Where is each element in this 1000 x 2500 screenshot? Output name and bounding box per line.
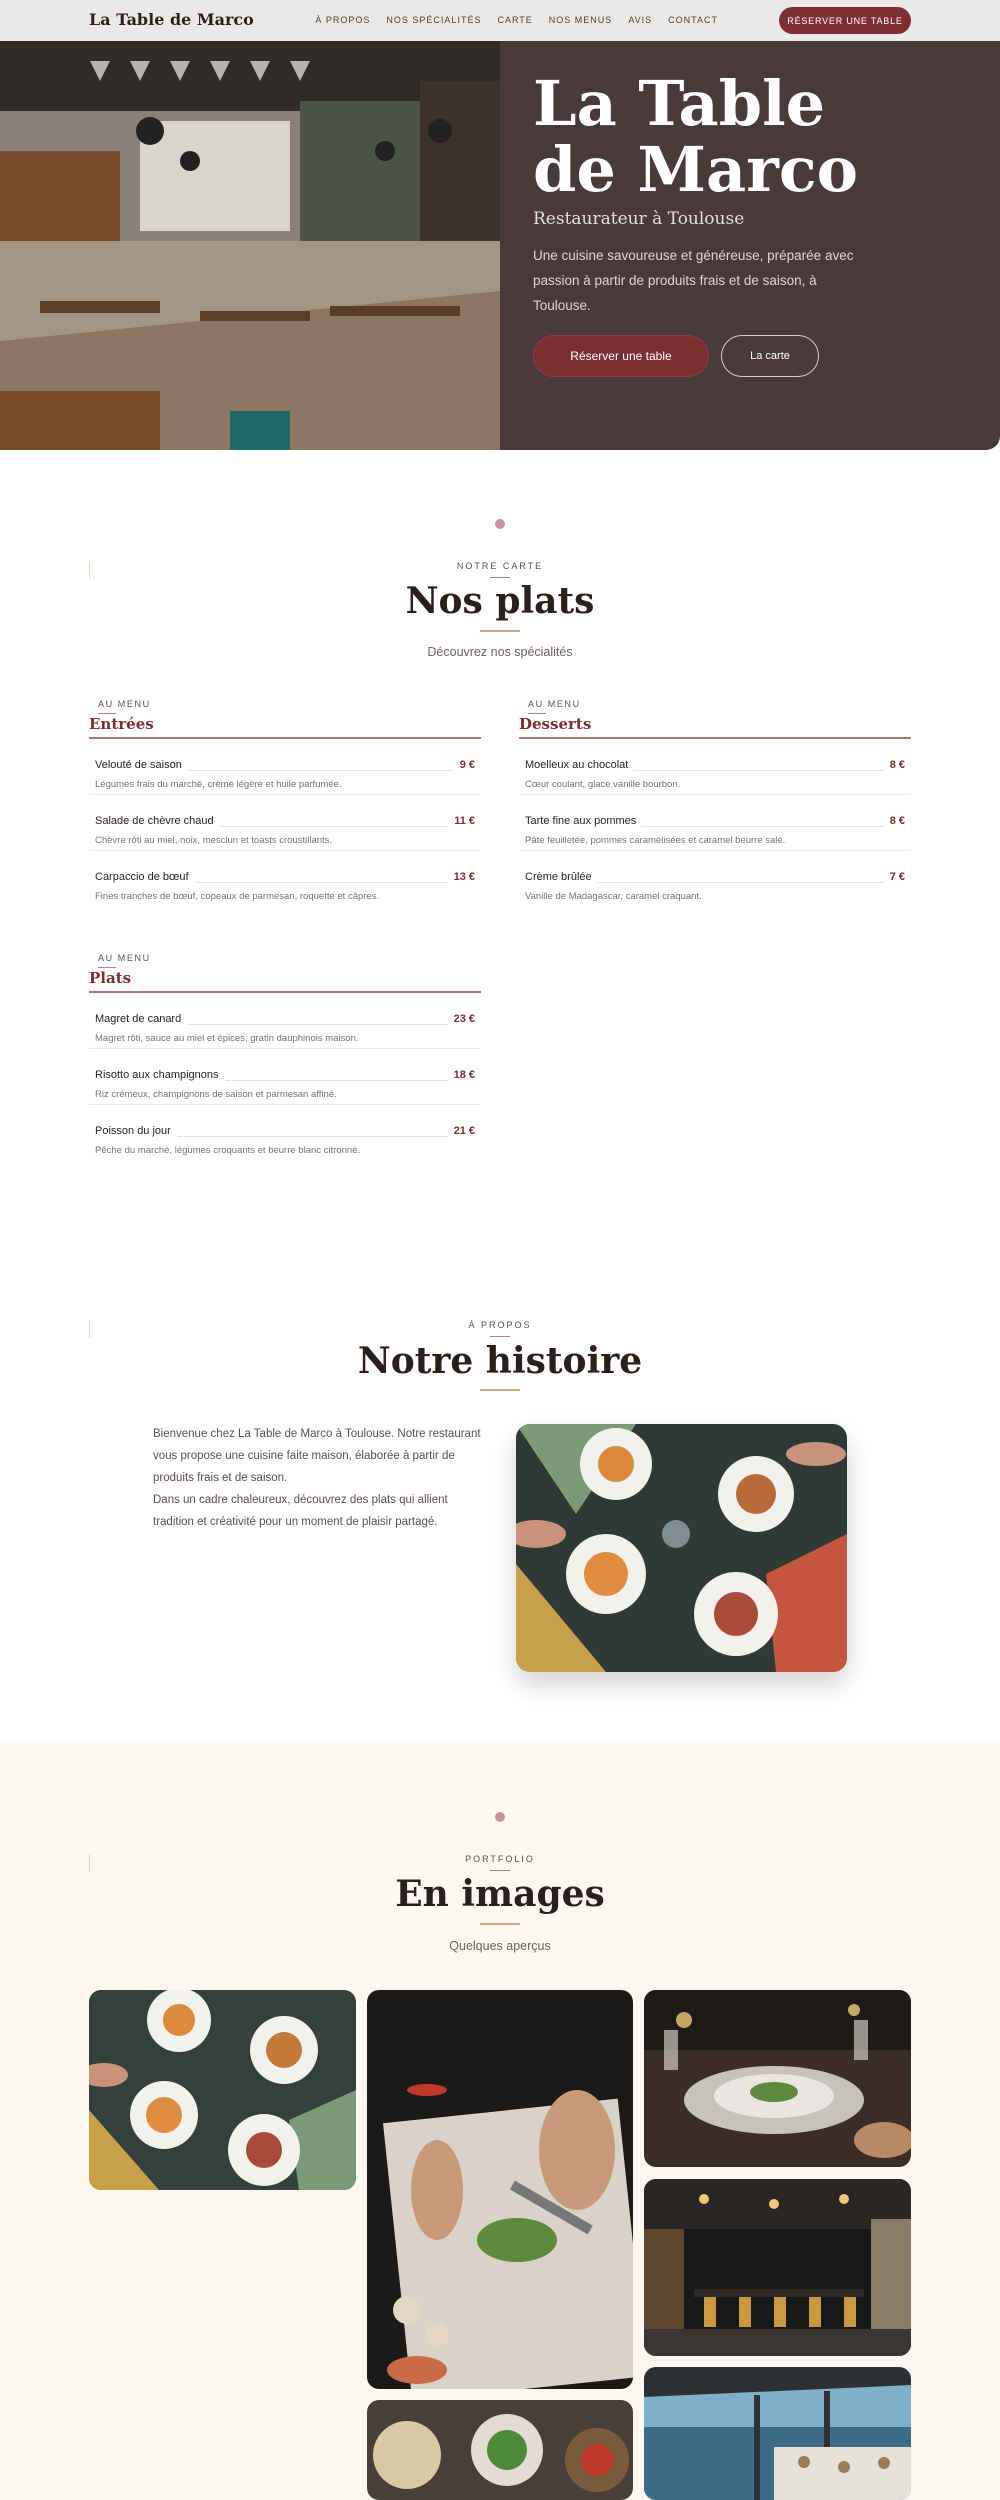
category-title: Plats xyxy=(89,969,132,987)
about-title: Notre histoire xyxy=(357,1340,643,1382)
menu-item-description: Cœur coulant, glace vanille bourbon. xyxy=(525,779,681,790)
menu-item xyxy=(89,739,481,795)
nav-link-contact[interactable]: CONTACT xyxy=(668,15,718,25)
category-eyebrow-line xyxy=(528,713,546,714)
eyebrow-underline xyxy=(490,1870,510,1871)
menu-item xyxy=(89,1049,481,1105)
menu-item xyxy=(89,795,481,851)
menu-item-description: Légumes frais du marché, crème légère et huile parfumée. xyxy=(95,779,342,790)
menu-link-button[interactable]: La carte xyxy=(721,335,819,377)
menu-item-description: Riz crémeux, champignons de saison et parmesan affiné. xyxy=(95,1089,337,1100)
portfolio-subtitle: Quelques aperçus xyxy=(449,1939,551,1953)
menu-item-price: 18 € xyxy=(448,1069,475,1081)
menu-category-desserts xyxy=(519,699,911,907)
section-dot xyxy=(495,1812,505,1822)
category-eyebrow: AU MENU xyxy=(528,699,581,709)
menu-item-description: Pêche du marché, légumes croquants et beurre blanc citronné. xyxy=(95,1145,361,1156)
restaurant-interior-photo xyxy=(0,41,500,450)
nav-link-menu[interactable]: CARTE xyxy=(497,15,533,25)
menu-category-mains xyxy=(89,953,481,1161)
gallery-image-dining-room[interactable] xyxy=(644,2179,911,2356)
menu-item-name: Poisson du jour xyxy=(95,1125,177,1137)
gallery-image-plated-dish[interactable] xyxy=(644,1990,911,2167)
about-text xyxy=(153,1423,483,1533)
category-eyebrow-line xyxy=(98,967,116,968)
menu-item-name: Velouté de saison xyxy=(95,759,188,771)
title-underline xyxy=(480,1389,520,1391)
gallery-image-chef-cutting[interactable] xyxy=(367,1990,633,2389)
menu-item-description: Vanille de Madagascar, caramel craquant. xyxy=(525,891,702,902)
menu-item xyxy=(89,1105,481,1161)
portfolio-title: En images xyxy=(395,1873,605,1915)
menu-item-name: Moelleux au chocolat xyxy=(525,759,634,771)
gallery-image-terrace[interactable] xyxy=(644,2367,911,2500)
reserve-table-button[interactable]: Réserver une table xyxy=(533,335,709,377)
menu-item-price: 23 € xyxy=(448,1013,475,1025)
menu-item-name: Carpaccio de bœuf xyxy=(95,871,195,883)
hero-section xyxy=(0,41,1000,450)
menu-item xyxy=(519,795,911,851)
menu-item-name: Salade de chèvre chaud xyxy=(95,815,220,827)
menu-eyebrow: NOTRE CARTE xyxy=(456,561,544,571)
gallery-image-shared-plates[interactable] xyxy=(89,1990,356,2190)
about-paragraph-1: Bienvenue chez La Table de Marco à Toulouse. Notre restaurant vous propose une cuisine faite maison, élaborée à partir de produits frais et de saison. xyxy=(153,1428,481,1484)
nav-link-reviews[interactable]: AVIS xyxy=(628,15,653,25)
dining-table-photo xyxy=(516,1424,847,1672)
category-eyebrow-line xyxy=(98,713,116,714)
nav-link-set-menus[interactable]: NOS MENUS xyxy=(548,15,613,25)
nav-link-specialties[interactable]: NOS SPÉCIALITÉS xyxy=(386,15,482,25)
menu-item-price: 21 € xyxy=(448,1125,475,1137)
title-underline xyxy=(480,1923,520,1925)
menu-item-name: Risotto aux champignons xyxy=(95,1069,225,1081)
top-navigation xyxy=(0,0,1000,41)
menu-item-name: Crème brûlée xyxy=(525,871,598,883)
hero-title-line-1: La Table xyxy=(533,67,826,140)
eyebrow-underline xyxy=(490,577,510,578)
reserve-table-nav-button[interactable]: RÉSERVER UNE TABLE xyxy=(779,7,911,34)
menu-item-name: Magret de canard xyxy=(95,1013,187,1025)
portfolio-eyebrow: PORTFOLIO xyxy=(465,1854,535,1864)
menu-item-price: 8 € xyxy=(884,759,905,771)
menu-item xyxy=(519,739,911,795)
gallery-image-assorted-dishes[interactable] xyxy=(367,2400,633,2500)
menu-item-price: 13 € xyxy=(448,871,475,883)
menu-subtitle: Découvrez nos spécialités xyxy=(427,645,573,659)
about-paragraph-2: Dans un cadre chaleureux, découvrez des plats qui allient tradition et créativité pour un moment de plaisir partagé. xyxy=(153,1494,448,1528)
menu-item-price: 7 € xyxy=(884,871,905,883)
menu-item-description: Fines tranches de bœuf, copeaux de parmesan, roquette et câpres. xyxy=(95,891,380,902)
category-title: Entrées xyxy=(89,715,154,733)
title-underline xyxy=(480,630,520,632)
menu-item-description: Magret rôti, sauce au miel et épices, gratin dauphinois maison. xyxy=(95,1033,359,1044)
about-eyebrow: À PROPOS xyxy=(468,1320,532,1330)
menu-item-price: 11 € xyxy=(448,815,475,827)
menu-item-price: 9 € xyxy=(454,759,475,771)
brand-logo[interactable]: La Table de Marco xyxy=(89,10,254,29)
hero-subtitle: Restaurateur à Toulouse xyxy=(533,209,745,229)
menu-item xyxy=(519,851,911,907)
hero-title xyxy=(533,67,953,206)
nav-link-about[interactable]: À PROPOS xyxy=(315,15,371,25)
section-dot xyxy=(495,519,505,529)
menu-title: Nos plats xyxy=(405,580,595,622)
menu-item-name: Tarte fine aux pommes xyxy=(525,815,642,827)
menu-item xyxy=(89,993,481,1049)
hero-description: Une cuisine savoureuse et généreuse, préparée avec passion à partir de produits frais et de saison, à Toulouse. xyxy=(533,248,854,313)
hero-title-line-2: de Marco xyxy=(533,133,858,206)
nav-links xyxy=(315,15,718,25)
menu-category-starters xyxy=(89,699,481,907)
menu-item xyxy=(89,851,481,907)
menu-item-description: Pâte feuilletée, pommes caramélisées et caramel beurre salé. xyxy=(525,835,786,846)
eyebrow-underline xyxy=(490,1336,510,1337)
category-eyebrow: AU MENU xyxy=(98,953,151,963)
menu-item-price: 8 € xyxy=(884,815,905,827)
menu-item-description: Chèvre rôti au miel, noix, mesclun et toasts croustillants. xyxy=(95,835,333,846)
category-title: Desserts xyxy=(519,715,592,733)
category-eyebrow: AU MENU xyxy=(98,699,151,709)
